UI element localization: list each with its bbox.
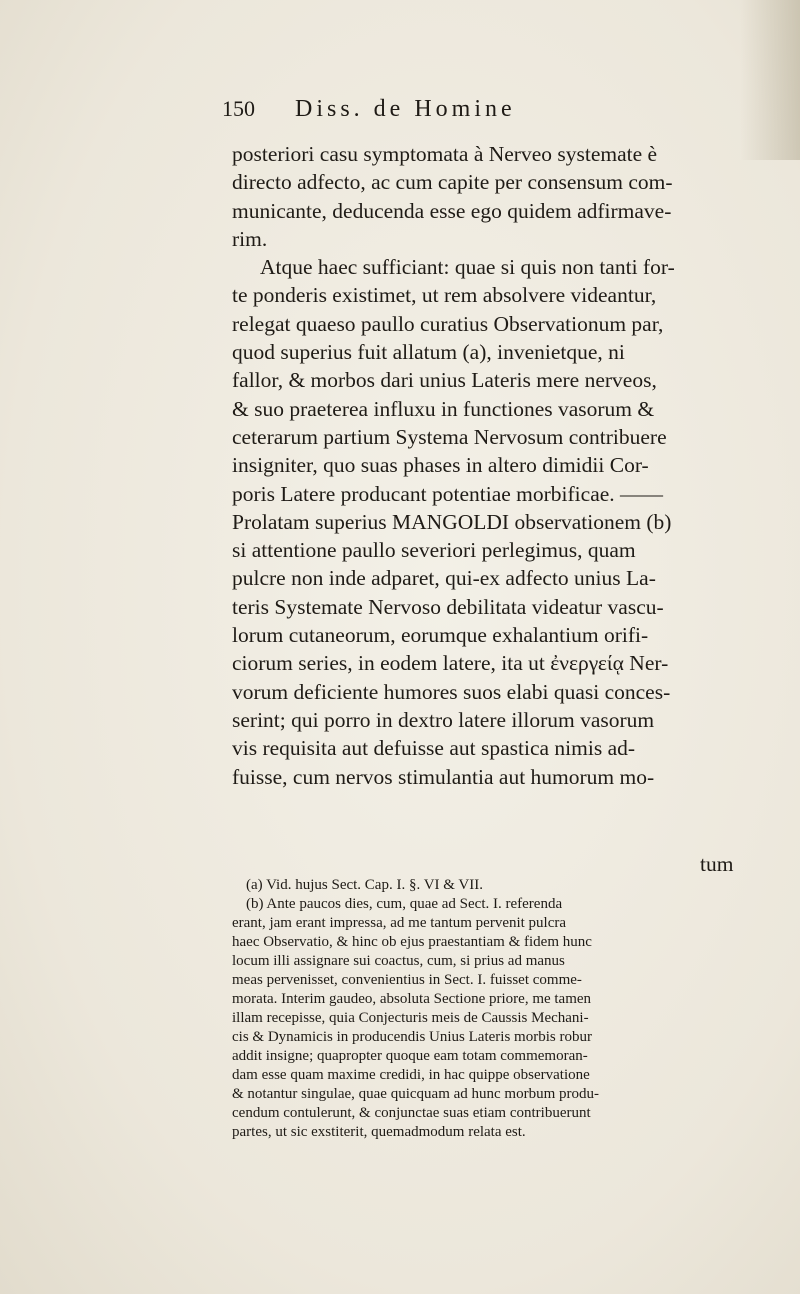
footnote-line: haec Observatio, & hinc ob ejus praestantiam & fidem hunc bbox=[232, 934, 592, 950]
footnotes bbox=[232, 876, 752, 1142]
page-number: 150 bbox=[222, 96, 255, 121]
text-line: ceterarum partium Systema Nervosum contribuere bbox=[232, 424, 667, 449]
paragraph-1 bbox=[232, 140, 752, 253]
text-line: Prolatam superius MANGOLDI observationem (b) bbox=[232, 509, 672, 534]
running-head bbox=[222, 96, 742, 136]
text-line: serint; qui porro in dextro latere illorum vasorum bbox=[232, 707, 655, 732]
page-corner-shadow bbox=[740, 0, 800, 160]
footnote-line: morata. Interim gaudeo, absoluta Sectione priore, me tamen bbox=[232, 991, 592, 1007]
catchword: tum bbox=[700, 852, 734, 876]
footnote-line: locum illi assignare sui coactus, cum, si prius ad manus bbox=[232, 953, 565, 969]
footnote-line: erant, jam erant impressa, ad me tantum pervenit pulcra bbox=[232, 915, 567, 931]
text-line: quod superius fuit allatum (a), invenietque, ni bbox=[232, 340, 625, 365]
text-line: vorum deficiente humores suos elabi quasi conces- bbox=[232, 679, 671, 704]
text-line: municante, deducenda esse ego quidem adfirmave- bbox=[232, 198, 672, 223]
running-title: Diss. de Homine bbox=[295, 96, 516, 122]
footnote-line: illam recepisse, quia Conjecturis meis de Caussis Mechani- bbox=[232, 1010, 589, 1026]
footnote-b: (b) Ante paucos dies, cum, quae ad Sect. I. referenda bbox=[246, 896, 563, 912]
text-line: posteriori casu symptomata à Nerveo systemate è bbox=[232, 142, 658, 166]
footnote-line: partes, ut sic exstiterit, quemadmodum relata est. bbox=[232, 1124, 526, 1140]
text-line: rim. bbox=[232, 226, 268, 251]
footnote-line: cendum contulerunt, & conjunctae suas etiam contribuerunt bbox=[232, 1105, 591, 1121]
text-line: & suo praeterea influxu in functiones vasorum & bbox=[232, 396, 655, 421]
text-line: relegat quaeso paullo curatius Observationum par, bbox=[232, 311, 664, 336]
text-line: teris Systemate Nervoso debilitata videatur vascu- bbox=[232, 594, 664, 619]
footnote-line: meas pervenisset, convenientius in Sect. I. fuisset comme- bbox=[232, 972, 582, 988]
text-line: insigniter, quo suas phases in altero dimidii Cor- bbox=[232, 453, 649, 478]
text-line: lorum cutaneorum, eorumque exhalantium orifi- bbox=[232, 623, 649, 648]
footnote-line: cis & Dynamicis in producendis Unius Lateris morbis robur bbox=[232, 1029, 592, 1045]
text-line: fallor, & morbos dari unius Lateris mere nerveos, bbox=[232, 368, 657, 393]
text-line: si attentione paullo severiori perlegimus, quam bbox=[232, 538, 636, 563]
footnote-line: dam esse quam maxime credidi, in hac quippe observatione bbox=[232, 1067, 590, 1083]
footnote-line: & notantur singulae, quae quicquam ad hunc morbum produ- bbox=[232, 1086, 599, 1102]
text-line: Atque haec sufficiant: quae si quis non tanti for- bbox=[260, 255, 675, 280]
text-line: te ponderis existimet, ut rem absolvere videantur, bbox=[232, 283, 657, 308]
footnote-line: addit insigne; quapropter quoque eam totam commemoran- bbox=[232, 1048, 588, 1064]
text-line: pulcre non inde adparet, qui-ex adfecto unius La- bbox=[232, 566, 656, 591]
main-text bbox=[232, 140, 752, 791]
text-line: vis requisita aut defuisse aut spastica nimis ad- bbox=[232, 736, 636, 761]
text-line: fuisse, cum nervos stimulantia aut humorum mo- bbox=[232, 764, 655, 789]
text-line: directo adfecto, ac cum capite per consensum com- bbox=[232, 170, 673, 195]
footnote-a: (a) Vid. hujus Sect. Cap. I. §. VI & VII. bbox=[246, 877, 483, 893]
text-line: ciorum series, in eodem latere, ita ut ἐνεργείᾳ Ner- bbox=[232, 651, 669, 676]
paragraph-2 bbox=[232, 253, 752, 791]
text-line: poris Latere producant potentiae morbificae. —— bbox=[232, 481, 664, 506]
